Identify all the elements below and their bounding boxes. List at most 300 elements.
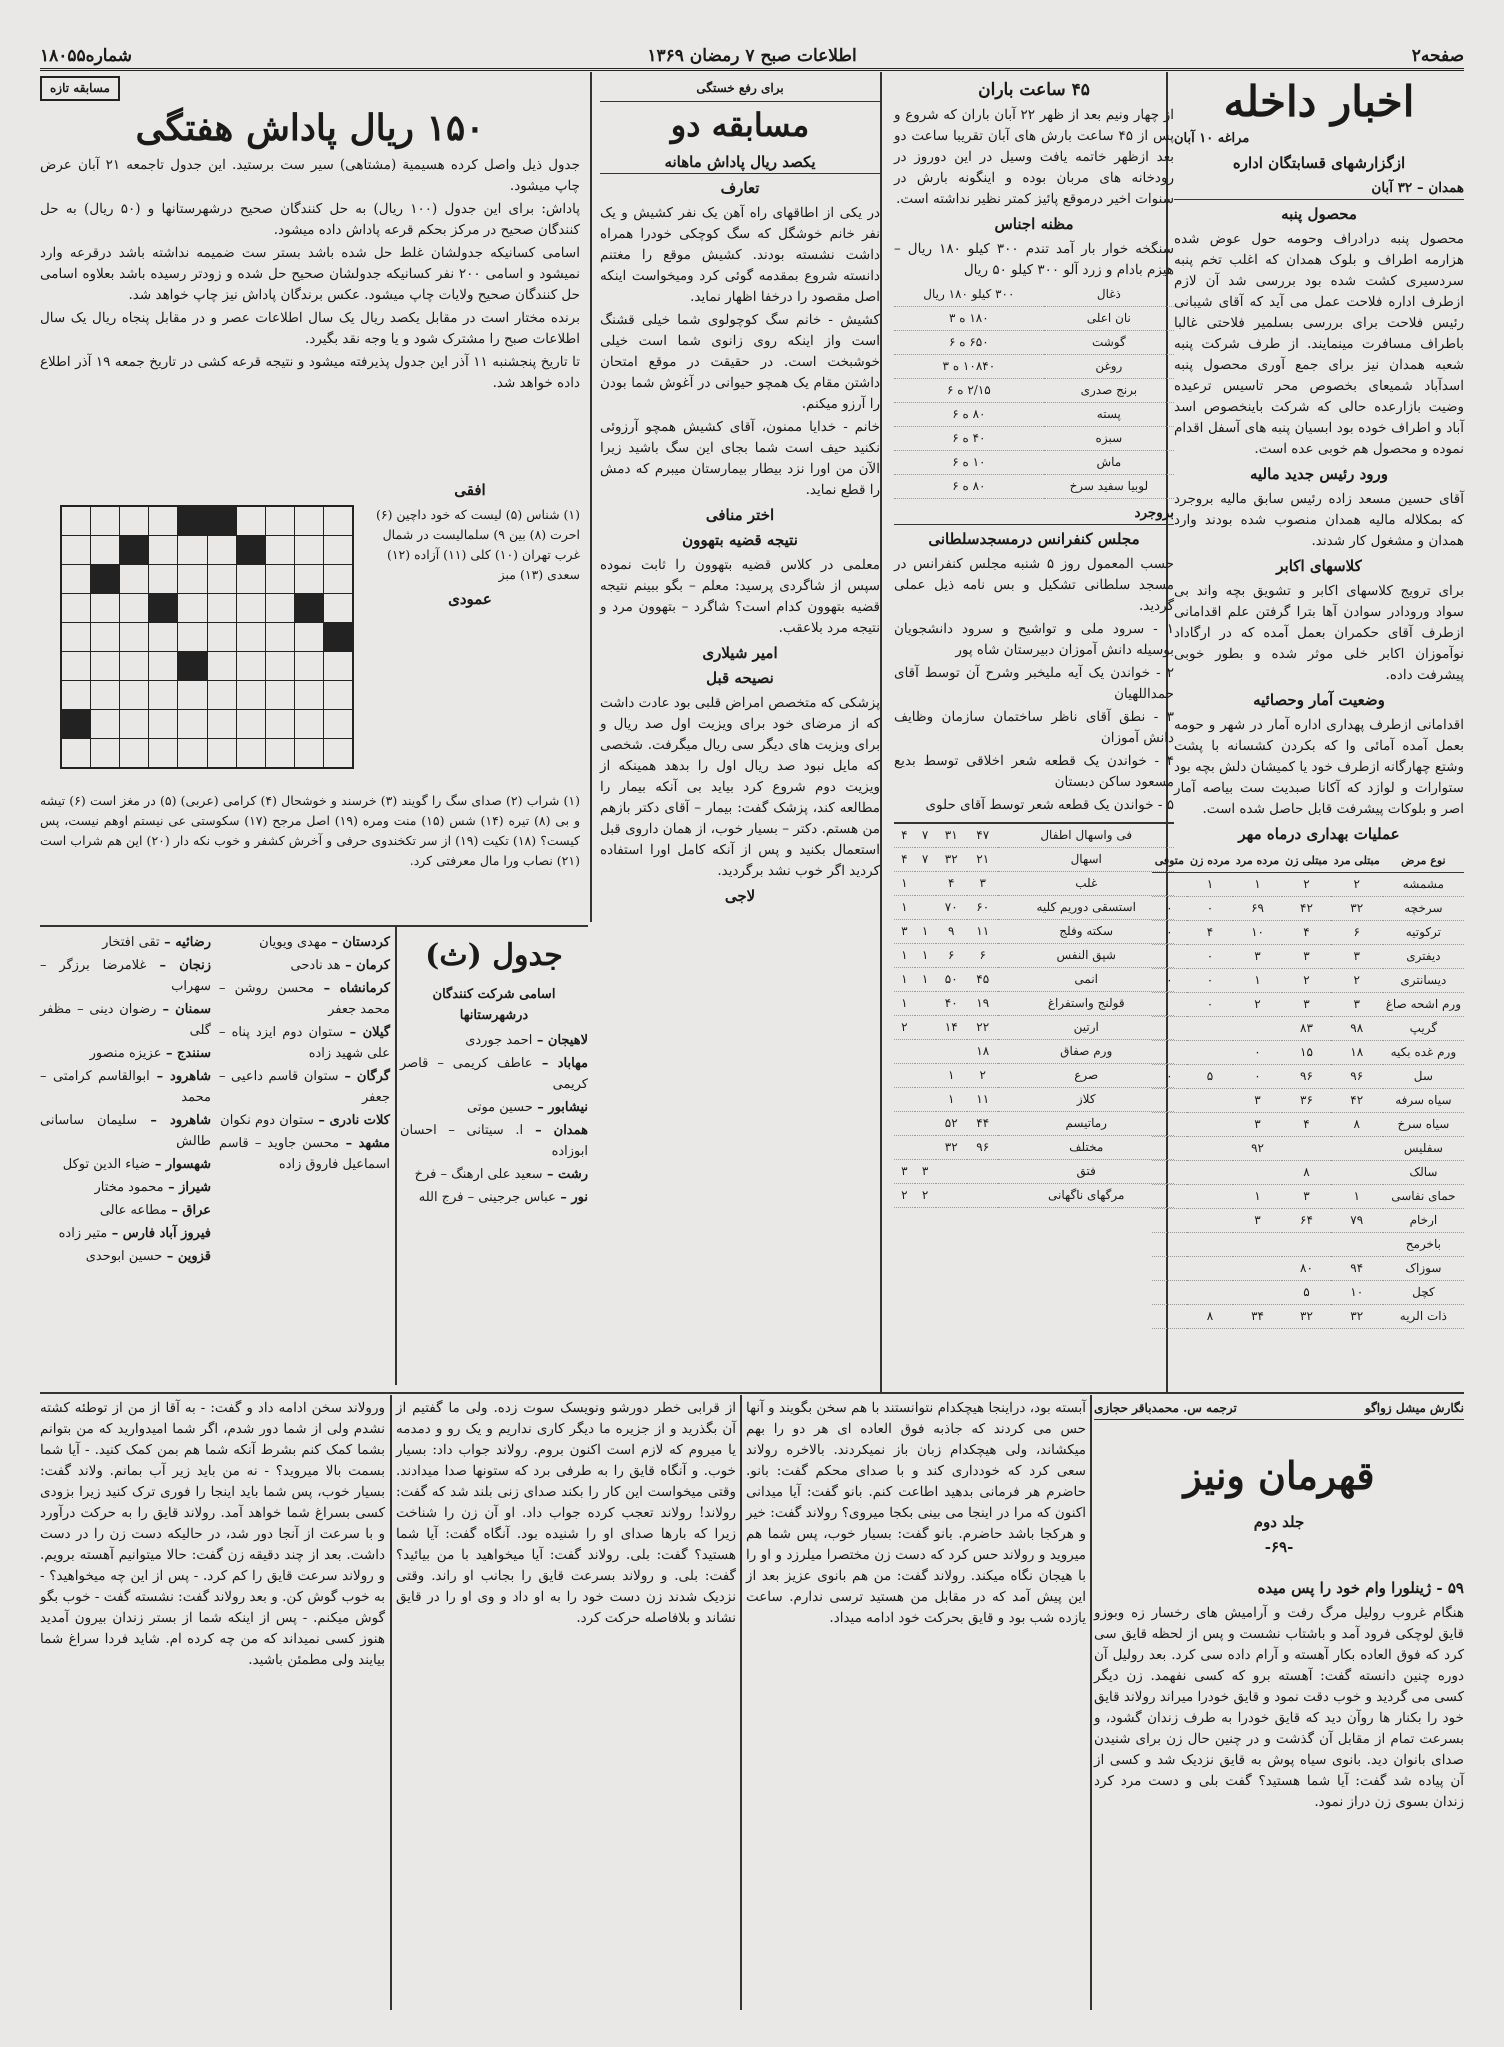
crossword-cell xyxy=(295,507,323,535)
table-cell: ۵۰ xyxy=(936,968,967,992)
table-cell: ۹۴ xyxy=(1331,1257,1383,1281)
table-cell: سکته وفلج xyxy=(998,920,1174,944)
table-cell: ۸ xyxy=(1187,1305,1233,1329)
crossword-cell xyxy=(149,739,177,767)
table-cell: ۱ xyxy=(1233,969,1282,993)
table-row xyxy=(894,1184,1174,1208)
crossword-cell xyxy=(178,623,206,651)
participants-subtitle: اسامی شرکت کنندگان درشهرستانها xyxy=(432,987,556,1023)
joke1-text-b: کشیش - خانم سگ کوچولوی شما خیلی قشنگ است واز اینکه روی زانوی شما است خیلی خوشبخت است. در حقیقت در موقع امتحان داشتن مقام یک همچو حیوانی در آغوش شما بودن را آرزو میکنم. xyxy=(600,312,880,412)
winner-city: گیلان – xyxy=(343,1025,391,1040)
table-cell: ۳۴ xyxy=(1233,1305,1282,1329)
table-row xyxy=(1152,1089,1464,1113)
table-header-cell: متوفی xyxy=(1152,849,1187,873)
winner-names: ستوان قاسم داعیی – جعفر xyxy=(219,1069,390,1105)
table-cell: ۳ xyxy=(1282,993,1331,1017)
winner-entry xyxy=(40,1066,211,1108)
table-cell: ۱ xyxy=(915,944,936,968)
table-cell: ۲ xyxy=(1331,873,1383,897)
table-header-cell: نوع مرض xyxy=(1383,849,1464,873)
winner-names: مهدی ویویان xyxy=(259,935,327,950)
table-cell xyxy=(915,992,936,1016)
table-cell: ۰ xyxy=(1233,1041,1282,1065)
winner-city: لاهیجان – xyxy=(532,1033,588,1048)
table-cell xyxy=(915,896,936,920)
winner-names: احمد جوردی xyxy=(465,1033,533,1048)
price-cell: ۳۰۰ کیلو ۱۸۰ ریال xyxy=(894,283,1044,307)
table-header-cell: مرده زن xyxy=(1187,849,1233,873)
price-cell: گوشت xyxy=(1044,331,1174,355)
crossword-cell xyxy=(62,652,90,680)
winner-city: کرمانشاه – xyxy=(314,981,390,996)
winner-entry xyxy=(219,978,390,1020)
table-cell: ارخام xyxy=(1383,1209,1464,1233)
winner-city: رضائیه – xyxy=(159,935,211,950)
domestic-news-title: اخبار داخله xyxy=(1223,77,1415,126)
winner-names: ستوان دوم ایزد پناه – علی شهید زاده xyxy=(219,1025,390,1061)
crossword-black-cell xyxy=(208,507,236,535)
table-header-cell: مبتلی زن xyxy=(1282,849,1331,873)
novel-column-3 xyxy=(396,1398,736,2008)
disease-stats-table-2 xyxy=(894,824,1174,1208)
table-cell: ۴ xyxy=(936,872,967,896)
table-cell: ۱۰ xyxy=(1331,1281,1383,1305)
price-row xyxy=(894,307,1174,331)
vaccination-heading: عملیات بهداری درماه مهر xyxy=(1238,825,1400,843)
joke2-heading: نتیجه قضیه بتهوون xyxy=(682,531,798,549)
across-clues: (۱) شناس (۵) لیست که خود داچین (۶) احرت (۸) بین ۹) سلمالیست در شمال غرب تهران (۱۰) کلی (۱۱) آزاده (۱۲) سعدی (۱۳) مبز xyxy=(375,507,580,582)
down-heading: عمودی xyxy=(448,590,492,608)
table-cell: استسقی دوریم کلیه xyxy=(998,896,1174,920)
novel-translator: ترجمه س. محمدباقر حجازی xyxy=(1094,1401,1237,1415)
crossword-cell xyxy=(237,507,265,535)
winner-city: سمنان – xyxy=(156,1002,211,1017)
novel-installment: -۶۹- xyxy=(1264,1538,1294,1556)
table-cell: ۱ xyxy=(894,872,915,896)
crossword-cell xyxy=(149,536,177,564)
rain-news-column xyxy=(894,76,1174,1386)
crossword-cell xyxy=(295,652,323,680)
price-cell: ۶۵۰ ه ۶ xyxy=(894,331,1044,355)
table-cell: گریپ xyxy=(1383,1017,1464,1041)
table-cell xyxy=(1233,1281,1282,1305)
winners-region-list-c xyxy=(400,1030,588,1208)
table-cell: ۱ xyxy=(1187,873,1233,897)
table-cell: ۴۷ xyxy=(967,824,998,848)
table-row xyxy=(1152,969,1464,993)
crossword-cell xyxy=(237,565,265,593)
table-cell xyxy=(915,1040,936,1064)
table-row xyxy=(894,920,1174,944)
crossword-cell xyxy=(266,623,294,651)
crossword-cell xyxy=(62,565,90,593)
novel-title: قهرمان ونیز xyxy=(1183,1453,1375,1498)
winner-entry xyxy=(40,955,211,997)
table-row xyxy=(1152,1113,1464,1137)
crossword-prize-title: ۱۵۰ ریال پاداش هفتگی xyxy=(135,107,485,149)
crossword-cell xyxy=(91,710,119,738)
winner-entry xyxy=(219,1110,390,1131)
table-cell: ۶ xyxy=(1331,921,1383,945)
table-cell xyxy=(1282,1137,1331,1161)
price-cell: ۱۸۰ ه ۳ xyxy=(894,307,1044,331)
table-cell: ۱ xyxy=(1233,873,1282,897)
crossword-cell xyxy=(208,594,236,622)
crossword-cell xyxy=(324,739,352,767)
table-cell: شپق النفس xyxy=(998,944,1174,968)
crossword-cell xyxy=(120,594,148,622)
table-cell: ۳ xyxy=(894,1160,915,1184)
disease-stats-table xyxy=(1152,849,1464,1329)
table-cell: ۹۸ xyxy=(1331,1017,1383,1041)
table-cell: ۰ xyxy=(1187,945,1233,969)
crossword-cell xyxy=(208,710,236,738)
table-cell: ۱۹ xyxy=(967,992,998,1016)
table-cell: سیاه سرخ xyxy=(1383,1113,1464,1137)
winner-names: ابوالقاسم کرامتی – محمد xyxy=(40,1069,211,1105)
table-cell: ۳ xyxy=(1233,945,1282,969)
price-cell: ۱۰۸۴۰ ه ۳ xyxy=(894,355,1044,379)
winner-city: شیراز – xyxy=(163,1180,211,1195)
crossword-cell xyxy=(266,536,294,564)
table-cell: ۲ xyxy=(894,1184,915,1208)
winner-entry xyxy=(40,1223,211,1244)
novel-text-4: ورولاند سخن ادامه داد و گفت: - به آقا از من از توطئه کشته نشدم ولی از شما دور شدم، اگر شما امیدوارید که من بتوانم بشما کمک کنم بشرط آنکه شما هم بمن کمک کنید. - آیا شما بسمت بالا میروید؟ - نه من باید زیر آب بمانم. ولاند گفت: بسیار خوب، پس شما باید اینجا را فوری ترک کنید زیرا بزودی کسی بسراغ شما خواهد آمد. رولاند قایق را به حرکت درآورد و با سرعت از آنجا دور شد، در حالیکه دست زن را در دست داشت. بعد از چند دقیقه زن گفت: حالا میتوانیم آهسته برویم. و رولاند سرعت قایق را کم کرد. - پس از این چه میخواهید؟ - به خوب گوش کن. و بعد رولاند گفت: نشسته گفت - خوب بگو گوش میکنم. - پس از اینکه شما از بستر زندان بیرون آمدید هنوز کسی نمیداند که من چه کرده ام. شاید فردا سراغ شما بیایند ولی مطمئن باشید. xyxy=(40,1400,385,1668)
winner-city: گرگان – xyxy=(338,1069,390,1084)
crossword-cell xyxy=(237,739,265,767)
table-row xyxy=(1152,1065,1464,1089)
table-cell xyxy=(894,1112,915,1136)
table-row xyxy=(1152,897,1464,921)
table-cell: ۴۵ xyxy=(967,968,998,992)
crossword-deadline: تا تاریخ پنجشنبه ۱۱ آذر این جدول پذیرفته میشود و نتیجه قرعه کشی در تاریخ جمعه ۱۹ آذر اطلاع داده خواهد شد. xyxy=(40,354,580,391)
novel-column-2 xyxy=(746,1398,1086,2008)
winner-city: شاهرود – xyxy=(149,1069,211,1084)
table-cell: ۹ xyxy=(936,920,967,944)
table-row xyxy=(1152,1137,1464,1161)
table-cell: ۴۲ xyxy=(1331,1089,1383,1113)
joke3-heading: نصیحه قبل xyxy=(706,669,774,687)
crossword-cell xyxy=(208,623,236,651)
winner-names: محسن روشن – محمد جعفر xyxy=(219,981,390,1017)
winner-names: غلامرضا برزگر – سهراب xyxy=(40,958,211,994)
crossword-cell xyxy=(324,652,352,680)
crossword-cell xyxy=(178,739,206,767)
winner-entry xyxy=(40,1154,211,1175)
price-row xyxy=(894,451,1174,475)
down-clues: (۱) شراب (۲) صدای سگ را گویند (۳) خرسند و خوشحال (۴) کرامی (عربی) (۵) در مغز است (۶) تیشه و بی (۸) تیره (۱۴) شس (۱۵) منت ومره (۱۹) اصل مرجح (۱۷) سکوستی عی نیستم اوهم نیست، پس کیست؟ (۱۸) تکیت (۱۹) از سر تکخندوی حرفی و آخرش کشفر و خوب نکه دار (۲۰) این هم شراب است (۲۱) نصاب ورا مال معرفتی کرد. xyxy=(40,793,580,868)
crossword-cell xyxy=(62,681,90,709)
table-cell: ۳۲ xyxy=(936,848,967,872)
table-cell xyxy=(936,1184,967,1208)
crossword-cell xyxy=(62,594,90,622)
table-cell xyxy=(1331,1137,1383,1161)
table-cell: ۳ xyxy=(1282,945,1331,969)
price-row xyxy=(894,283,1174,307)
table-row xyxy=(1152,1233,1464,1257)
table-cell: مرگهای ناگهانی xyxy=(998,1184,1174,1208)
crossword-cell xyxy=(266,710,294,738)
section-rule xyxy=(40,925,588,927)
table-row xyxy=(894,1016,1174,1040)
table-row xyxy=(894,1040,1174,1064)
table-cell: ۵ xyxy=(1187,1065,1233,1089)
crossword-cell xyxy=(62,623,90,651)
table-cell: سرخچه xyxy=(1383,897,1464,921)
crossword-cell xyxy=(178,536,206,564)
table-cell: سل xyxy=(1383,1065,1464,1089)
table-cell: ۲۲ xyxy=(967,1016,998,1040)
crossword-cell xyxy=(208,565,236,593)
crossword-cell xyxy=(237,681,265,709)
column-rule xyxy=(390,1395,392,2010)
winner-city: سنندج – xyxy=(161,1046,211,1061)
winner-city: کلات نادری – xyxy=(313,1113,390,1128)
table-cell: مشمشه xyxy=(1383,873,1464,897)
crossword-cell xyxy=(62,536,90,564)
crossword-cell xyxy=(295,536,323,564)
crossword-cell xyxy=(324,681,352,709)
conference-text: حسب المعمول روز ۵ شنبه مجلس کنفرانس در مسجد سلطانی تشکیل و بس نامه ذیل عملی گردید. xyxy=(894,556,1174,614)
price-cell: ۸۰ ه ۶ xyxy=(894,403,1044,427)
table-header-cell: مبتلی مرد xyxy=(1331,849,1383,873)
price-row xyxy=(894,331,1174,355)
table-cell xyxy=(1187,1185,1233,1209)
table-cell: ۰ xyxy=(1187,993,1233,1017)
table-cell: ۳ xyxy=(894,920,915,944)
section-rule xyxy=(40,1392,1464,1394)
crossword-contest-column xyxy=(40,76,580,922)
crossword-cell xyxy=(237,710,265,738)
table-cell: ۳ xyxy=(915,1160,936,1184)
table-cell: ۱ xyxy=(936,1088,967,1112)
rain-text: از چهار ونیم بعد از ظهر ۲۲ آبان باران که شروع و پس از ۴۵ ساعت بارش های آبان تقریبا ساعت دو بعد ازظهر خاتمه یافت وسیل در این دوروز در رودخانه های مربان بوده و اینگونه بارش در سنوات اخیر درموقع پائیز کمتر نظیر نداشته است. xyxy=(894,107,1174,207)
table-row xyxy=(894,1136,1174,1160)
cotton-heading: محصول پنبه xyxy=(1281,205,1357,223)
price-cell: روغن xyxy=(1044,355,1174,379)
crossword-cell xyxy=(266,739,294,767)
winner-entry xyxy=(400,1187,588,1208)
winner-entry xyxy=(219,1133,390,1175)
winner-entry xyxy=(400,1053,588,1095)
table-cell: ۱ xyxy=(915,920,936,944)
winner-entry xyxy=(40,1177,211,1198)
table-cell: ۷ xyxy=(915,848,936,872)
table-row xyxy=(1152,1185,1464,1209)
table-cell: ۰ xyxy=(1233,1065,1282,1089)
crossword-cell xyxy=(324,565,352,593)
table-cell: قولنج واستفراغ xyxy=(998,992,1174,1016)
table-cell: ۳۲ xyxy=(936,1136,967,1160)
winner-names: ستوان دوم نکوان xyxy=(220,1113,314,1128)
table-cell xyxy=(894,1064,915,1088)
table-cell: ۰ xyxy=(1187,969,1233,993)
winner-entry xyxy=(219,955,390,976)
table-row xyxy=(1152,1041,1464,1065)
crossword-cell xyxy=(149,652,177,680)
crossword-cell xyxy=(237,652,265,680)
table-row xyxy=(1152,1257,1464,1281)
table-cell xyxy=(1233,1161,1282,1185)
winner-names: حسین موتی xyxy=(467,1100,533,1115)
novel-text-1: هنگام غروب رولیل مرگ رفت و آرامیش های رخسار زه وبوزو قایق لوچکی فرود آمد و باشتاب نشست و پس از لحظه قایق سی کرد که فوق العاده بکار آهسته و آرام داده سی کرد. بعد رولیل آن دوره چنین دانسته گفت: آهسته برو که کسی نفهمد. زن دیگر کسی می گردید و خوب دقت نمود و قایق خودرا میراند رولاند قایق خود را بکنار ها روآن دید که قایق خودرا به طرف زندان گشود، و بسرعت تمام از مقابل آن گذشت و در چنین حال زن برای شنیدن صدای بانوان دید. بانوی سیاه پوش به قایق نزدیک شد و کسی از آن پیاده شد گفت: آیا شما هستید؟ گفت بلی و دست مرد کرد زندان بسوی زن دراز نمود. xyxy=(1094,1605,1464,1810)
crossword-grid xyxy=(60,505,354,769)
table-cell: غلب xyxy=(998,872,1174,896)
table-cell xyxy=(1187,1017,1233,1041)
new-contest-tag: مسابقه تازه xyxy=(40,76,120,101)
crossword-black-cell xyxy=(178,507,206,535)
winner-names: حسین ابوحدی xyxy=(85,1249,163,1264)
crossword-intro: جدول ذیل واصل کرده هسیمیة (مشتاهی) سیر ست برستید. این جدول تاجمعه ۲۱ آبان عرض چاپ میشود. xyxy=(40,157,580,194)
crossword-cell xyxy=(149,507,177,535)
table-header-cell: مرده مرد xyxy=(1233,849,1282,873)
table-cell xyxy=(936,1040,967,1064)
table-cell xyxy=(1187,1041,1233,1065)
dateline: مراغه ۱۰ آبان xyxy=(1174,131,1250,146)
table-cell: اسهال xyxy=(998,848,1174,872)
table-cell xyxy=(936,1160,967,1184)
crossword-black-cell xyxy=(178,652,206,680)
winner-entry xyxy=(219,1022,390,1064)
table-cell: سفلیس xyxy=(1383,1137,1464,1161)
table-cell xyxy=(894,1136,915,1160)
winners-region-list-b xyxy=(40,932,211,1269)
crossword-cell xyxy=(178,594,206,622)
winner-city: شاهرود – xyxy=(137,1113,211,1128)
table-cell: ۰ xyxy=(1152,921,1187,945)
crossword-cell xyxy=(91,507,119,535)
table-cell: ورم صفاق xyxy=(998,1040,1174,1064)
table-cell: ۸۰ xyxy=(1282,1257,1331,1281)
contest-two-column xyxy=(600,76,880,922)
table-cell: ۵ xyxy=(1282,1281,1331,1305)
winner-city: همدان – xyxy=(523,1123,589,1138)
health-text: اقدامانی ازطرف پهداری اداره آمار در شهر و حومه بعمل آمده آمائی وا که بکردن کشسانه با پشت وشتع چهارگانه ازطرف خود یا کمیشان دلش بچه بود ستوارات و لوازد که آکانا صبدیت ست بیاصه آمار اصر و بلوکات پیشرفت قابل حاصل شده است. xyxy=(1174,717,1464,817)
table-row xyxy=(894,872,1174,896)
table-cell xyxy=(1187,1089,1233,1113)
table-cell: ۶۴ xyxy=(1282,1209,1331,1233)
table-cell: ۷۰ xyxy=(936,896,967,920)
cotton-text: محصول پنبه درادراف وحومه حول عوض شده هزارمه اطراف و بلوک همدان که اغلب تخم پنبه سردسیری کشت شده بود بررسی شد آن لازم ازطرف اداره فلاحت عمل می آید که آقای شیبانی رئیس فلاحت برای بررسی بسلمیر فلاحتی غالبا باطراف مسافرت مینمایند. از طرف شرکت پنبه شعبه همدان نیز برای جمع آوری محصول پنبه اسدآباد شمیعای بخصوص محر تاسیس ترعیده وضیت بازارعده حالی که شرکت باینخصوص اسد آباد و اطراف خوده بود ابسیان پنبه های آسفل اقدام نموده و محصول هم خوبی عده است. xyxy=(1174,231,1464,457)
table-cell xyxy=(1187,1137,1233,1161)
prices-note: سنگخه خوار بار آمد تندم ۳۰۰ کیلو ۱۸۰ ریال – هیزم بادام و زرد آلو ۳۰۰ کیلو ۵۰ ریال xyxy=(894,241,1175,278)
price-cell: سبزه xyxy=(1044,427,1174,451)
novel-series-author: نگارش میشل زواگو xyxy=(1364,1401,1464,1415)
crossword-cell xyxy=(324,536,352,564)
winner-entry xyxy=(40,932,211,953)
table-cell: ترکوتیه xyxy=(1383,921,1464,945)
table-row xyxy=(894,1088,1174,1112)
price-cell: برنج صدری xyxy=(1044,379,1174,403)
table-row xyxy=(1152,873,1464,897)
crossword-cell xyxy=(295,739,323,767)
table-cell xyxy=(915,1064,936,1088)
table-cell xyxy=(1187,1209,1233,1233)
table-cell: ۸ xyxy=(1282,1161,1331,1185)
table-cell: ۲۱ xyxy=(967,848,998,872)
table-cell xyxy=(1233,1017,1282,1041)
table-cell: ۲ xyxy=(915,1184,936,1208)
table-cell: ۰ xyxy=(1187,897,1233,921)
table-cell xyxy=(894,1088,915,1112)
table-cell: ۳ xyxy=(1282,1185,1331,1209)
table-cell: فی واسهال اطفال xyxy=(998,824,1174,848)
table-row xyxy=(894,992,1174,1016)
price-row xyxy=(894,427,1174,451)
table-cell: ۴ xyxy=(1282,921,1331,945)
table-cell: ۰ xyxy=(1152,969,1187,993)
table-th-title: جدول (ث) xyxy=(425,938,563,973)
table-cell: صرع xyxy=(998,1064,1174,1088)
winner-entry xyxy=(40,1246,211,1267)
novel-volume: جلد دوم xyxy=(1253,1513,1305,1531)
table-row xyxy=(894,848,1174,872)
finance-heading: ورود رئیس جدید مالیه xyxy=(1249,465,1389,483)
table-cell: ۳۲ xyxy=(1331,897,1383,921)
table-cell: ۱ xyxy=(894,968,915,992)
crossword-cell xyxy=(295,710,323,738)
winner-names: عزیزه منصور xyxy=(89,1046,162,1061)
winners-table-column xyxy=(400,932,588,1387)
health-heading: وضعیت آمار وحصائیه xyxy=(1253,691,1385,709)
table-cell: ۹۶ xyxy=(1282,1065,1331,1089)
crossword-cell xyxy=(266,681,294,709)
price-cell: پسته xyxy=(1044,403,1174,427)
crossword-cell xyxy=(120,739,148,767)
crossword-cell xyxy=(295,681,323,709)
winner-names: محسن جاوید – قاسم اسماعیل فاروق زاده xyxy=(219,1136,390,1172)
prices-table xyxy=(894,283,1174,499)
price-cell: ماش xyxy=(1044,451,1174,475)
table-cell: ورم اشحه صاغ xyxy=(1383,993,1464,1017)
crossword-cell xyxy=(120,623,148,651)
table-cell: ۱ xyxy=(915,968,936,992)
crossword-cell xyxy=(120,507,148,535)
crossword-cell xyxy=(120,652,148,680)
table-cell: ۶۰ xyxy=(967,896,998,920)
table-cell xyxy=(967,1184,998,1208)
table-cell: ۳۲ xyxy=(1331,1305,1383,1329)
joke2-text: معلمی در کلاس قضیه بتهوون را ثابت نموده سپس از شاگردی پرسید: معلم – بگو ببینم نتیجه قضیه بتهوون کدام است؟ شاگرد – بتهوون مرد و نتیجه مرد بلاعقب. xyxy=(600,557,880,636)
table-cell: ۸۳ xyxy=(1282,1017,1331,1041)
crossword-prize-text: پاداش: برای این جدول (۱۰۰ ریال) به حل کنندگان صحیح درشهرستانها و (۵۰ ریال) به حل کنندگان صحیح در مرکز بحکم قرعه پاداش داده میشود. xyxy=(40,201,580,238)
winner-entry xyxy=(400,1164,588,1185)
crossword-subscription: برنده مختار است در مقابل یکصد ریال یک سال اطلاعات عصر و در مقابل پنجاه ریال یک سال اطلاعات صبح را مشترک شود و یا وجه نقد بگیرد. xyxy=(40,310,580,347)
table-cell: ۶ xyxy=(936,944,967,968)
winner-names: رضوان دینی – مظفر گلی xyxy=(40,1002,211,1038)
column-rule xyxy=(740,1395,742,2010)
winner-names: عباس جرجینی – فرج الله xyxy=(418,1190,556,1205)
table-cell: ۱۵ xyxy=(1282,1041,1331,1065)
winner-names: سلیمان ساسانی طالش xyxy=(40,1113,211,1149)
hamedan-dateline: همدان – ۳۲ آبان xyxy=(1174,178,1464,200)
table-cell: ۳ xyxy=(1331,945,1383,969)
contest-two-tag: برای رفع خستگی xyxy=(600,76,880,102)
crossword-cell xyxy=(237,594,265,622)
winner-entry xyxy=(40,1043,211,1064)
winner-city: عراق – xyxy=(166,1203,211,1218)
crossword-cell xyxy=(295,623,323,651)
crossword-cell xyxy=(208,681,236,709)
winner-names: تقی افتخار xyxy=(102,935,160,950)
winner-names: ضیاء الدین توکل xyxy=(62,1157,151,1172)
table-cell: ۴ xyxy=(1187,921,1233,945)
winner-city: زنجان – xyxy=(146,958,211,973)
table-row xyxy=(1152,1281,1464,1305)
table-cell: ۱ xyxy=(1331,1185,1383,1209)
novel-column-4 xyxy=(40,1398,385,2008)
contest-two-subtitle: یکصد ریال پاداش ماهانه xyxy=(600,152,880,174)
